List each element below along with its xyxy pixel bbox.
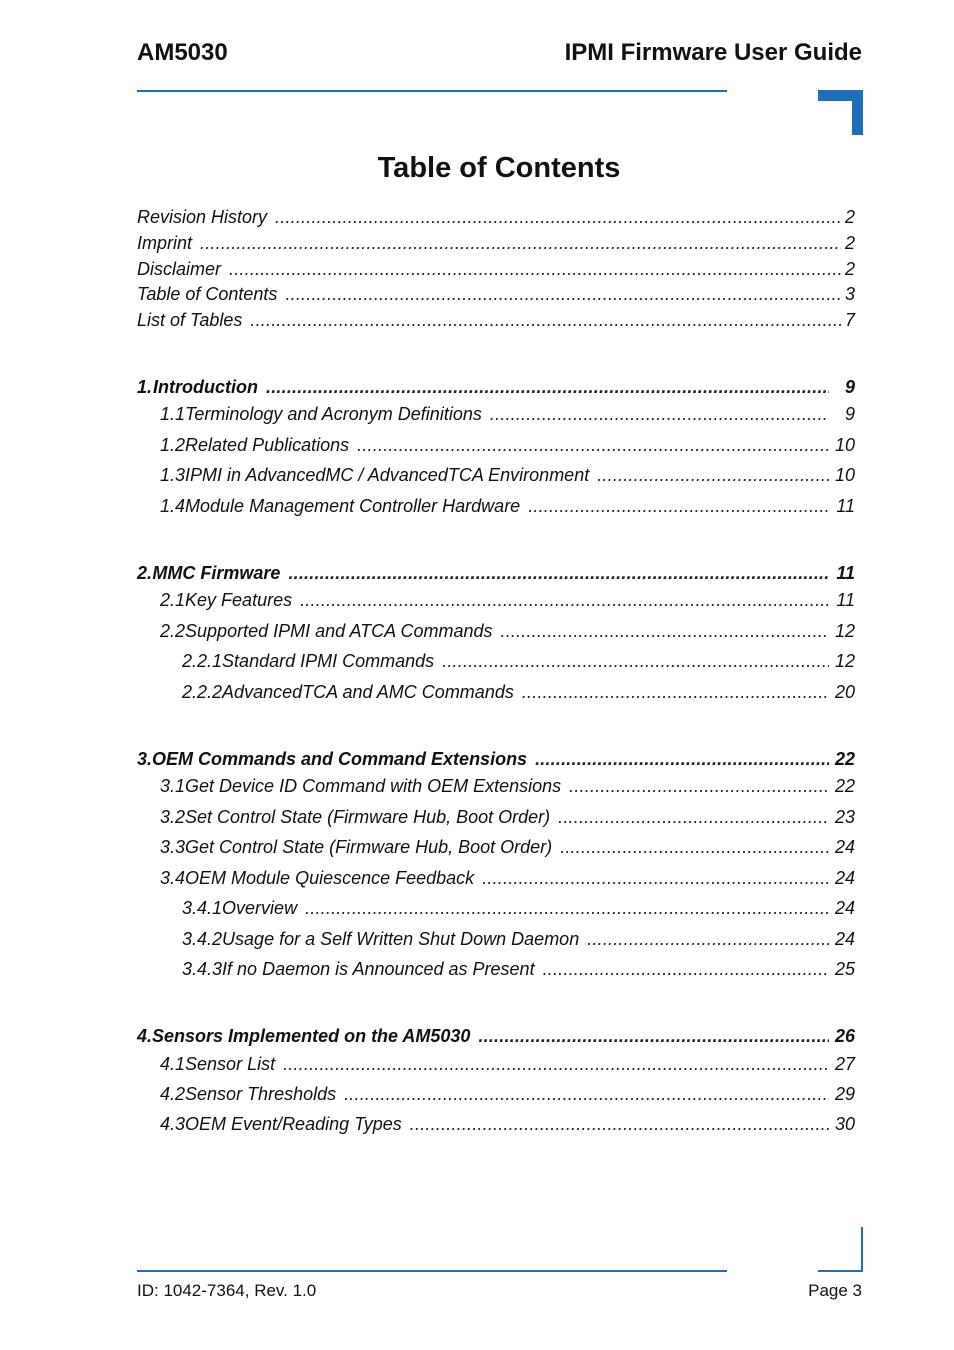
toc-leader-dots	[482, 867, 829, 889]
toc-entry-page: 24	[834, 868, 855, 888]
footer-rule	[137, 1270, 727, 1272]
toc-chapter-number: 4.	[137, 1026, 153, 1046]
toc-entry[interactable]	[137, 232, 855, 254]
toc-leader-dots	[288, 562, 829, 584]
toc-leader-dots	[528, 495, 829, 517]
toc-leader-dots	[543, 958, 829, 980]
toc-leader-dots	[522, 681, 829, 703]
toc-entry-label: Imprint	[137, 233, 193, 253]
toc-leader-dots	[558, 806, 829, 828]
toc-entry-page: 10	[834, 465, 855, 485]
toc-chapter-page: 9	[844, 377, 855, 397]
toc-leader-dots	[478, 1025, 829, 1047]
toc-entry-number: 3.4.1	[182, 898, 223, 918]
toc-entry[interactable]	[160, 434, 855, 456]
header-product: AM5030	[137, 39, 228, 66]
toc-entry-number: 1.4	[160, 496, 186, 516]
toc-entry[interactable]	[137, 206, 855, 228]
toc-entry-number: 3.3	[160, 837, 186, 857]
toc-leader-dots	[569, 775, 829, 797]
toc-entry-page: 2	[844, 207, 855, 227]
toc-entry-number: 3.4.3	[182, 959, 223, 979]
toc-chapter-label: Introduction	[153, 377, 259, 397]
toc-entry-number: 4.3	[160, 1114, 186, 1134]
toc-entry-page: 9	[844, 404, 855, 424]
toc-chapter-label: MMC Firmware	[152, 563, 281, 583]
toc-entry-page: 2	[844, 233, 855, 253]
toc-entry-label: Revision History	[137, 207, 268, 227]
toc-chapter-label: OEM Commands and Command Extensions	[152, 749, 528, 769]
toc-entry[interactable]	[182, 958, 855, 980]
toc-leader-dots	[283, 1053, 829, 1075]
toc-entry-page: 29	[834, 1084, 855, 1104]
toc-entry[interactable]	[182, 650, 855, 672]
toc-entry[interactable]	[182, 681, 855, 703]
toc-leader-dots	[229, 258, 841, 280]
toc-entry-number: 3.1	[160, 776, 186, 796]
toc-chapter-page: 22	[834, 749, 855, 769]
toc-leader-dots	[285, 283, 841, 305]
toc-entry-page: 30	[834, 1114, 855, 1134]
toc-entry-page: 22	[834, 776, 855, 796]
toc-entry[interactable]	[182, 928, 855, 950]
toc-entry[interactable]	[160, 495, 855, 517]
toc-entry[interactable]	[160, 806, 855, 828]
toc-chapter-2[interactable]	[137, 562, 855, 584]
toc-entry-page: 24	[834, 837, 855, 857]
toc-leader-dots	[535, 748, 829, 770]
toc-entry-label: Usage for a Self Written Shut Down Daemon	[222, 929, 580, 949]
toc-entry-page: 23	[834, 807, 855, 827]
toc-leader-dots	[597, 464, 829, 486]
toc-leader-dots	[410, 1113, 829, 1135]
toc-entry-number: 2.2.1	[182, 651, 223, 671]
toc-entry-page: 3	[844, 284, 855, 304]
toc-entry-page: 12	[834, 651, 855, 671]
toc-entry-number: 2.2	[160, 621, 186, 641]
toc-entry[interactable]	[160, 620, 855, 642]
toc-entry[interactable]	[160, 867, 855, 889]
toc-entry-label: Set Control State (Firmware Hub, Boot Order)	[185, 807, 551, 827]
toc-chapter-number: 3.	[137, 749, 153, 769]
toc-leader-dots	[587, 928, 829, 950]
header-rule	[137, 90, 727, 92]
toc-entry-page: 12	[834, 621, 855, 641]
toc-entry[interactable]	[160, 836, 855, 858]
toc-entry-label: Supported IPMI and ATCA Commands	[185, 621, 493, 641]
toc-entry[interactable]	[160, 1053, 855, 1075]
toc-entry[interactable]	[160, 464, 855, 486]
toc-entry-label: Related Publications	[185, 435, 350, 455]
toc-entry-page: 24	[834, 898, 855, 918]
toc-chapter-page: 26	[834, 1026, 855, 1046]
toc-entry-number: 1.2	[160, 435, 186, 455]
toc-entry-label: AdvancedTCA and AMC Commands	[222, 682, 514, 702]
toc-entry[interactable]	[137, 283, 855, 305]
corner-mark-top	[818, 90, 863, 135]
toc-entry-page: 7	[844, 310, 855, 330]
toc-leader-dots	[300, 589, 829, 611]
footer-doc-id: ID: 1042-7364, Rev. 1.0	[137, 1281, 317, 1300]
toc-leader-dots	[490, 403, 829, 425]
toc-chapter-number: 2.	[137, 563, 153, 583]
toc-entry[interactable]	[160, 403, 855, 425]
toc-entry[interactable]	[182, 897, 855, 919]
toc-entry-page: 10	[834, 435, 855, 455]
toc-entry-number: 3.4	[160, 868, 186, 888]
page-title: Table of Contents	[377, 152, 621, 184]
toc-entry-page: 11	[836, 496, 855, 516]
toc-entry-number: 1.1	[160, 404, 186, 424]
toc-leader-dots	[560, 836, 829, 858]
header-guide-title: IPMI Firmware User Guide	[564, 39, 862, 66]
toc-entry-label: List of Tables	[137, 310, 243, 330]
toc-entry-page: 20	[834, 682, 855, 702]
toc-chapter-1[interactable]	[137, 376, 855, 398]
toc-entry-page: 11	[836, 590, 855, 610]
toc-entry-number: 2.1	[160, 590, 186, 610]
toc-entry-label: Overview	[222, 898, 298, 918]
toc-entry-label: Terminology and Acronym Definitions	[185, 404, 482, 424]
toc-entry-number: 2.2.2	[182, 682, 223, 702]
toc-entry-number: 4.2	[160, 1084, 186, 1104]
toc-entry[interactable]	[137, 309, 855, 331]
toc-leader-dots	[442, 650, 829, 672]
toc-leader-dots	[275, 206, 841, 228]
toc-leader-dots	[357, 434, 829, 456]
corner-mark-bottom	[818, 1227, 863, 1272]
toc-entry-label: Disclaimer	[137, 259, 222, 279]
toc-leader-dots	[344, 1083, 829, 1105]
toc-entry-number: 3.4.2	[182, 929, 223, 949]
toc-entry-label: Table of Contents	[137, 284, 278, 304]
toc-chapter-4[interactable]	[137, 1025, 855, 1047]
toc-entry[interactable]	[137, 258, 855, 280]
toc-entry-label: Key Features	[185, 590, 293, 610]
toc-entry-label: Module Management Controller Hardware	[185, 496, 521, 516]
toc-entry[interactable]	[160, 775, 855, 797]
toc-entry-page: 25	[834, 959, 855, 979]
toc-leader-dots	[250, 309, 841, 331]
toc-leader-dots	[305, 897, 829, 919]
toc-entry-page: 24	[834, 929, 855, 949]
toc-entry[interactable]	[160, 589, 855, 611]
toc-entry-number: 3.2	[160, 807, 186, 827]
toc-chapter-number: 1.	[137, 377, 153, 397]
toc-entry-label: Sensor List	[185, 1054, 276, 1074]
toc-entry-label: Sensor Thresholds	[185, 1084, 337, 1104]
toc-entry[interactable]	[160, 1083, 855, 1105]
toc-entry-number: 4.1	[160, 1054, 186, 1074]
toc-leader-dots	[200, 232, 841, 254]
toc-leader-dots	[266, 376, 829, 398]
toc-chapter-page: 11	[836, 563, 855, 583]
toc-entry-label: IPMI in AdvancedMC / AdvancedTCA Environment	[185, 465, 590, 485]
toc-entry-label: OEM Event/Reading Types	[185, 1114, 402, 1134]
toc-entry-number: 1.3	[160, 465, 186, 485]
toc-leader-dots	[501, 620, 830, 642]
toc-entry-label: Get Device ID Command with OEM Extensions	[185, 776, 562, 796]
toc-entry-label: Standard IPMI Commands	[222, 651, 435, 671]
toc-entry-label: OEM Module Quiescence Feedback	[185, 868, 475, 888]
toc-chapter-label: Sensors Implemented on the AM5030	[152, 1026, 471, 1046]
toc-entry-page: 27	[834, 1054, 855, 1074]
toc-entry[interactable]	[160, 1113, 855, 1135]
toc-chapter-3[interactable]	[137, 748, 855, 770]
toc-entry-label: If no Daemon is Announced as Present	[222, 959, 535, 979]
toc-entry-label: Get Control State (Firmware Hub, Boot Order)	[185, 837, 553, 857]
footer-page-number: Page 3	[808, 1281, 862, 1300]
toc-entry-page: 2	[844, 259, 855, 279]
